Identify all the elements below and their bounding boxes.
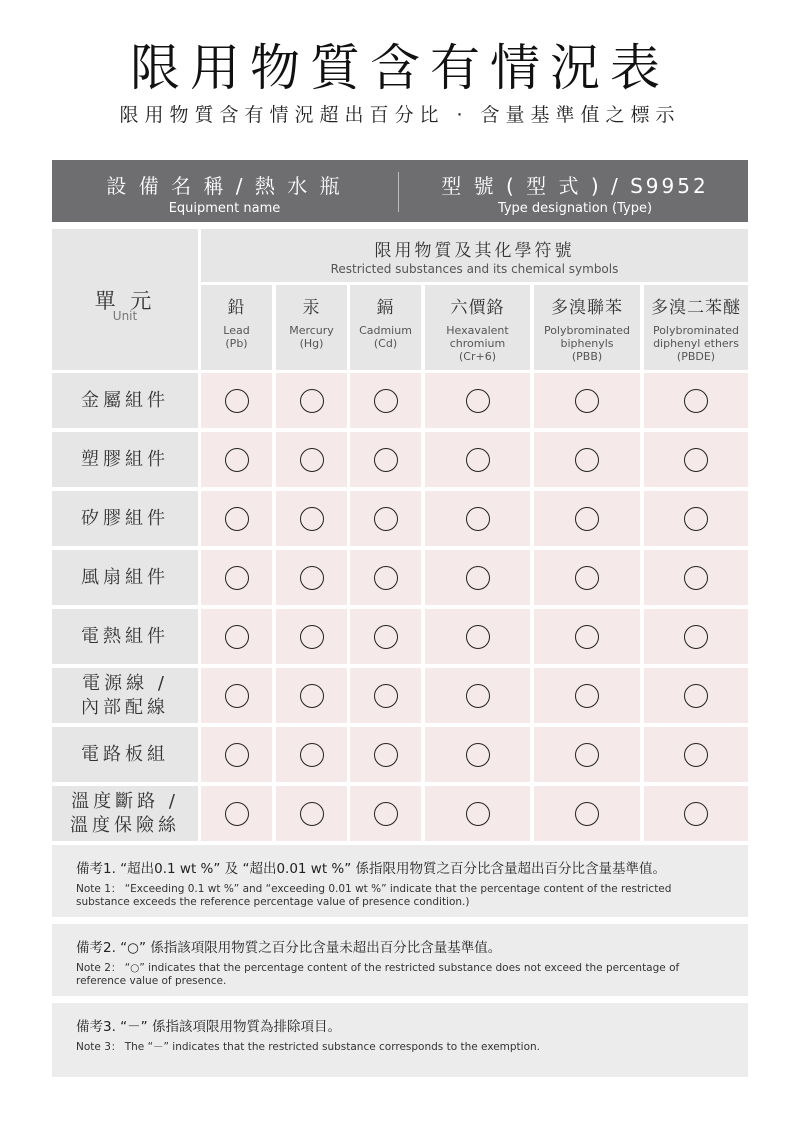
note-text-zh: 備考1. “超出0.1 wt %” 及 “超出0.01 wt %” 係指限用物質之百分比含量超出百分比含量基準值。 xyxy=(76,861,667,877)
component-label: 矽膠組件 xyxy=(52,491,198,546)
mark-cell xyxy=(350,786,421,841)
circle-mark-icon xyxy=(374,625,398,649)
circle-mark-icon xyxy=(225,743,249,767)
mark-cell xyxy=(534,727,640,782)
circle-mark-icon xyxy=(300,566,324,590)
mark-cell xyxy=(276,373,347,428)
substance-name-en: Mercury (Hg) xyxy=(289,324,334,350)
mark-cell xyxy=(425,609,530,664)
mark-cell xyxy=(534,373,640,428)
mark-cell xyxy=(350,491,421,546)
circle-mark-icon xyxy=(466,389,490,413)
note-body-en: “Exceeding 0.1 wt %” and “exceeding 0.01 wt %” indicate that the percentage content of the restricted substance exceeds the reference percentage value of presence condition.) xyxy=(76,883,672,908)
note-label-en: Note 1： xyxy=(76,883,122,895)
equipment-name-block xyxy=(52,170,397,216)
substance-header-cell xyxy=(425,285,530,370)
note-text-en xyxy=(76,962,724,988)
circle-mark-icon xyxy=(300,802,324,826)
mark-cell xyxy=(276,432,347,487)
circle-mark-icon xyxy=(466,802,490,826)
mark-cell xyxy=(425,432,530,487)
mark-cell xyxy=(534,609,640,664)
note-text-zh: 備考2. “○” 係指該項限用物質之百分比含量未超出百分比含量基準值。 xyxy=(76,940,502,956)
mark-cell xyxy=(644,491,748,546)
circle-mark-icon xyxy=(684,566,708,590)
circle-mark-icon xyxy=(575,743,599,767)
circle-mark-icon xyxy=(575,625,599,649)
circle-mark-icon xyxy=(466,625,490,649)
mark-cell xyxy=(425,786,530,841)
mark-cell xyxy=(350,668,421,723)
note-label-en: Note 2： xyxy=(76,962,122,974)
mark-cell xyxy=(201,491,272,546)
component-label: 電熱組件 xyxy=(52,609,198,664)
circle-mark-icon xyxy=(466,684,490,708)
mark-cell xyxy=(425,550,530,605)
mark-cell xyxy=(644,550,748,605)
mark-cell xyxy=(644,727,748,782)
mark-cell xyxy=(276,786,347,841)
circle-mark-icon xyxy=(466,448,490,472)
mark-cell xyxy=(276,491,347,546)
note-text-zh: 備考3. “－” 係指該項限用物質為排除項目。 xyxy=(76,1019,341,1035)
mark-cell xyxy=(276,550,347,605)
substance-header-cell xyxy=(350,285,421,370)
mark-cell xyxy=(644,609,748,664)
mark-cell xyxy=(534,432,640,487)
circle-mark-icon xyxy=(225,448,249,472)
substance-name-zh: 鉛 xyxy=(227,298,246,318)
circle-mark-icon xyxy=(300,389,324,413)
mark-cell xyxy=(201,668,272,723)
circle-mark-icon xyxy=(374,684,398,708)
type-designation-en: Type designation (Type) xyxy=(497,201,653,216)
circle-mark-icon xyxy=(575,448,599,472)
mark-cell xyxy=(201,550,272,605)
circle-mark-icon xyxy=(684,684,708,708)
mark-cell xyxy=(201,786,272,841)
circle-mark-icon xyxy=(575,566,599,590)
circle-mark-icon xyxy=(684,743,708,767)
substance-name-en: Cadmium (Cd) xyxy=(359,324,412,350)
restricted-header-en: Restricted substances and its chemical symbols xyxy=(330,262,619,276)
substance-name-en: Polybrominated diphenyl ethers (PBDE) xyxy=(652,324,740,363)
substance-name-en: Polybrominated biphenyls (PBB) xyxy=(543,324,631,363)
mark-cell xyxy=(350,550,421,605)
component-label: 金屬組件 xyxy=(52,373,198,428)
substance-name-zh: 汞 xyxy=(302,298,321,318)
mark-cell xyxy=(201,373,272,428)
note-box xyxy=(52,845,748,917)
mark-cell xyxy=(350,373,421,428)
unit-header-zh: 單 元 xyxy=(94,289,156,313)
circle-mark-icon xyxy=(466,743,490,767)
circle-mark-icon xyxy=(684,507,708,531)
mark-cell xyxy=(644,786,748,841)
note-text-en xyxy=(76,1041,724,1054)
circle-mark-icon xyxy=(300,507,324,531)
circle-mark-icon xyxy=(225,566,249,590)
note-text-en xyxy=(76,883,724,909)
circle-mark-icon xyxy=(684,802,708,826)
mark-cell xyxy=(425,727,530,782)
circle-mark-icon xyxy=(684,448,708,472)
mark-cell xyxy=(350,609,421,664)
note-label-en: Note 3： xyxy=(76,1041,122,1053)
component-label: 溫度斷路 / 溫度保險絲 xyxy=(52,786,198,841)
circle-mark-icon xyxy=(300,625,324,649)
component-label: 風扇組件 xyxy=(52,550,198,605)
substance-name-zh: 六價鉻 xyxy=(450,298,505,318)
mark-cell xyxy=(276,727,347,782)
mark-cell xyxy=(201,609,272,664)
mark-cell xyxy=(534,550,640,605)
substance-header-cell xyxy=(276,285,347,370)
mark-cell xyxy=(350,727,421,782)
note-body-en: The “－” indicates that the restricted substance corresponds to the exemption. xyxy=(121,1041,541,1053)
circle-mark-icon xyxy=(225,625,249,649)
mark-cell xyxy=(534,491,640,546)
circle-mark-icon xyxy=(374,566,398,590)
mark-cell xyxy=(425,373,530,428)
circle-mark-icon xyxy=(374,802,398,826)
circle-mark-icon xyxy=(300,743,324,767)
mark-cell xyxy=(644,373,748,428)
mark-cell xyxy=(276,609,347,664)
circle-mark-icon xyxy=(575,802,599,826)
mark-cell xyxy=(425,668,530,723)
circle-mark-icon xyxy=(225,507,249,531)
circle-mark-icon xyxy=(374,507,398,531)
substance-name-zh: 鎘 xyxy=(376,298,395,318)
circle-mark-icon xyxy=(374,389,398,413)
mark-cell xyxy=(350,432,421,487)
mark-cell xyxy=(534,786,640,841)
circle-mark-icon xyxy=(374,448,398,472)
mark-cell xyxy=(644,432,748,487)
note-box xyxy=(52,1003,748,1077)
circle-mark-icon xyxy=(300,684,324,708)
circle-mark-icon xyxy=(225,684,249,708)
substance-header-cell xyxy=(644,285,748,370)
circle-mark-icon xyxy=(684,389,708,413)
circle-mark-icon xyxy=(575,684,599,708)
substance-name-zh: 多溴聯苯 xyxy=(551,298,623,318)
circle-mark-icon xyxy=(575,389,599,413)
type-designation-block xyxy=(402,170,748,216)
page-subtitle: 限用物質含有情況超出百分比 · 含量基準值之標示 xyxy=(119,104,681,126)
circle-mark-icon xyxy=(466,507,490,531)
note-box xyxy=(52,924,748,996)
substance-name-en: Lead (Pb) xyxy=(223,324,250,350)
substance-header-cell xyxy=(534,285,640,370)
component-label: 電源線 / 內部配線 xyxy=(52,668,198,723)
page-title: 限用物質含有情況表 xyxy=(130,39,670,97)
circle-mark-icon xyxy=(684,625,708,649)
equipment-name-en: Equipment name xyxy=(168,201,281,216)
component-label: 電路板組 xyxy=(52,727,198,782)
circle-mark-icon xyxy=(466,566,490,590)
note-body-en: “○” indicates that the percentage content of the restricted substance does not exceed the percentage of reference value of presence. xyxy=(76,962,680,987)
equipment-name-zh: 設 備 名 稱 / 熱 水 瓶 xyxy=(106,174,343,198)
circle-mark-icon xyxy=(225,802,249,826)
mark-cell xyxy=(644,668,748,723)
header-divider xyxy=(398,172,399,212)
restricted-header-zh: 限用物質及其化學符號 xyxy=(374,241,575,261)
equipment-header xyxy=(52,160,748,222)
mark-cell xyxy=(201,432,272,487)
mark-cell xyxy=(276,668,347,723)
mark-cell xyxy=(425,491,530,546)
circle-mark-icon xyxy=(374,743,398,767)
component-label: 塑膠組件 xyxy=(52,432,198,487)
circle-mark-icon xyxy=(225,389,249,413)
circle-mark-icon xyxy=(300,448,324,472)
substance-name-en: Hexavalent chromium (Cr+6) xyxy=(446,324,509,363)
type-designation-zh: 型 號 ( 型 式 ) / S9952 xyxy=(441,174,709,198)
substance-name-zh: 多溴二苯醚 xyxy=(651,298,741,318)
mark-cell xyxy=(534,668,640,723)
substance-header-cell xyxy=(201,285,272,370)
unit-header-en: Unit xyxy=(112,309,138,323)
mark-cell xyxy=(201,727,272,782)
circle-mark-icon xyxy=(575,507,599,531)
